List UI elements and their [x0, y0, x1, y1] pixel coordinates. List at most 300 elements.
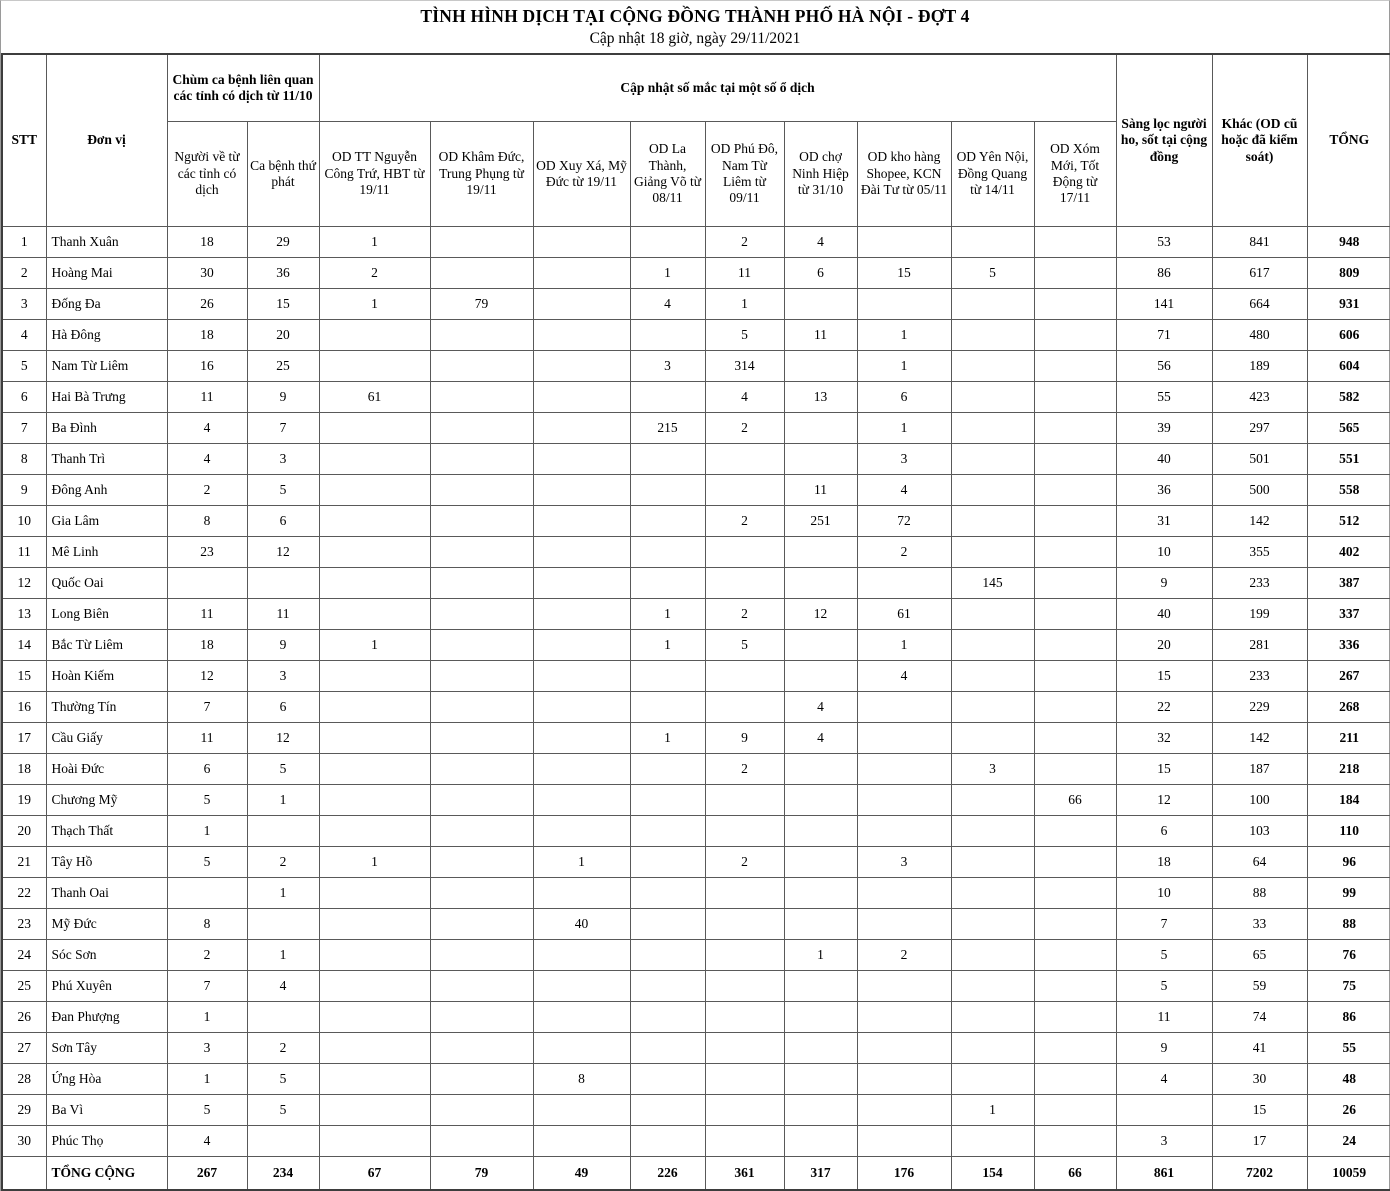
table-row: [2, 258, 1390, 289]
value-cell: 1: [247, 785, 319, 816]
district-cell: Thạch Thất: [46, 816, 167, 847]
district-cell: Gia Lâm: [46, 506, 167, 537]
value-cell: [784, 351, 857, 382]
value-cell: [319, 413, 430, 444]
value-cell: 314: [705, 351, 784, 382]
page-subtitle: Cập nhật 18 giờ, ngày 29/11/2021: [589, 30, 801, 47]
value-cell: 229: [1212, 692, 1307, 723]
table-row: [2, 1002, 1390, 1033]
value-cell: 2: [705, 599, 784, 630]
value-cell: 4: [1116, 1064, 1212, 1095]
value-cell: [784, 754, 857, 785]
total-value-cell: 67: [319, 1157, 430, 1191]
value-cell: [630, 661, 705, 692]
header-od-xom-moi: OD Xóm Mới, Tốt Động từ 17/11: [1034, 122, 1116, 227]
value-cell: [630, 754, 705, 785]
value-cell: 7: [167, 971, 247, 1002]
value-cell: 4: [167, 413, 247, 444]
value-cell: [1034, 909, 1116, 940]
header-od-kham-duc: OD Khâm Đức, Trung Phụng từ 19/11: [430, 122, 533, 227]
value-cell: [1116, 1095, 1212, 1126]
row-index-cell: 9: [2, 475, 46, 506]
value-cell: 145: [951, 568, 1034, 599]
value-cell: 501: [1212, 444, 1307, 475]
value-cell: [857, 1126, 951, 1157]
value-cell: 2: [167, 940, 247, 971]
value-cell: [533, 289, 630, 320]
value-cell: 3: [951, 754, 1034, 785]
row-index-cell: 1: [2, 227, 46, 258]
value-cell: 8: [167, 506, 247, 537]
row-index-cell: 16: [2, 692, 46, 723]
value-cell: [951, 723, 1034, 754]
value-cell: 2: [705, 754, 784, 785]
row-total-cell: 86: [1307, 1002, 1390, 1033]
value-cell: [705, 1002, 784, 1033]
value-cell: [784, 1033, 857, 1064]
table-body: [2, 227, 1390, 1191]
value-cell: 2: [705, 227, 784, 258]
value-cell: [630, 1002, 705, 1033]
value-cell: [784, 878, 857, 909]
value-cell: [705, 1095, 784, 1126]
value-cell: 1: [533, 847, 630, 878]
value-cell: [784, 816, 857, 847]
value-cell: [951, 537, 1034, 568]
value-cell: [247, 816, 319, 847]
value-cell: [1034, 537, 1116, 568]
value-cell: 17: [1212, 1126, 1307, 1157]
value-cell: [533, 940, 630, 971]
value-cell: 2: [705, 506, 784, 537]
value-cell: [857, 1095, 951, 1126]
value-cell: 5: [1116, 940, 1212, 971]
value-cell: [951, 1064, 1034, 1095]
value-cell: [1034, 227, 1116, 258]
value-cell: 4: [630, 289, 705, 320]
value-cell: [533, 878, 630, 909]
value-cell: 233: [1212, 661, 1307, 692]
value-cell: [247, 1002, 319, 1033]
value-cell: [951, 413, 1034, 444]
table-row: [2, 661, 1390, 692]
value-cell: 11: [247, 599, 319, 630]
value-cell: 56: [1116, 351, 1212, 382]
value-cell: 1: [630, 599, 705, 630]
value-cell: 7: [247, 413, 319, 444]
value-cell: [1034, 723, 1116, 754]
value-cell: [951, 1002, 1034, 1033]
value-cell: 74: [1212, 1002, 1307, 1033]
value-cell: 617: [1212, 258, 1307, 289]
value-cell: [533, 1002, 630, 1033]
value-cell: 2: [857, 537, 951, 568]
value-cell: 1: [167, 816, 247, 847]
district-cell: Quốc Oai: [46, 568, 167, 599]
district-cell: Thanh Trì: [46, 444, 167, 475]
table-row: [2, 754, 1390, 785]
value-cell: 11: [167, 723, 247, 754]
district-cell: Ba Vì: [46, 1095, 167, 1126]
header-secondary-cases: Ca bệnh thứ phát: [247, 122, 319, 227]
value-cell: [951, 506, 1034, 537]
value-cell: 2: [319, 258, 430, 289]
value-cell: 20: [247, 320, 319, 351]
value-cell: [430, 723, 533, 754]
value-cell: 18: [167, 227, 247, 258]
row-index-cell: 22: [2, 878, 46, 909]
value-cell: [705, 692, 784, 723]
value-cell: [784, 413, 857, 444]
value-cell: [430, 971, 533, 1002]
value-cell: 142: [1212, 506, 1307, 537]
value-cell: 1: [630, 723, 705, 754]
value-cell: 12: [247, 537, 319, 568]
row-index-cell: 5: [2, 351, 46, 382]
header-screening: Sàng lọc người ho, sốt tại cộng đồng: [1116, 54, 1212, 227]
value-cell: [857, 816, 951, 847]
value-cell: [1034, 413, 1116, 444]
value-cell: [951, 971, 1034, 1002]
value-cell: [1034, 475, 1116, 506]
value-cell: [784, 909, 857, 940]
value-cell: [951, 692, 1034, 723]
value-cell: [430, 940, 533, 971]
value-cell: [857, 692, 951, 723]
value-cell: 12: [167, 661, 247, 692]
value-cell: [630, 1126, 705, 1157]
value-cell: [533, 599, 630, 630]
value-cell: 39: [1116, 413, 1212, 444]
value-cell: 40: [1116, 444, 1212, 475]
value-cell: [533, 971, 630, 1002]
value-cell: 6: [167, 754, 247, 785]
value-cell: [784, 785, 857, 816]
value-cell: [630, 878, 705, 909]
value-cell: [319, 971, 430, 1002]
value-cell: 1: [857, 413, 951, 444]
table-row: [2, 1064, 1390, 1095]
value-cell: [705, 568, 784, 599]
value-cell: [630, 940, 705, 971]
value-cell: [319, 816, 430, 847]
header-other: Khác (OD cũ hoặc đã kiểm soát): [1212, 54, 1307, 227]
table-row: [2, 1095, 1390, 1126]
value-cell: [533, 413, 630, 444]
header-od-phu-do: OD Phú Đô, Nam Từ Liêm từ 09/11: [705, 122, 784, 227]
value-cell: [167, 878, 247, 909]
value-cell: [319, 475, 430, 506]
value-cell: [430, 413, 533, 444]
total-value-cell: 861: [1116, 1157, 1212, 1191]
value-cell: [630, 227, 705, 258]
value-cell: 41: [1212, 1033, 1307, 1064]
row-total-cell: 931: [1307, 289, 1390, 320]
value-cell: [430, 506, 533, 537]
table-row: [2, 785, 1390, 816]
value-cell: [430, 320, 533, 351]
value-cell: [319, 909, 430, 940]
value-cell: [533, 692, 630, 723]
value-cell: [630, 785, 705, 816]
row-total-cell: 88: [1307, 909, 1390, 940]
row-total-cell: 55: [1307, 1033, 1390, 1064]
row-total-cell: 110: [1307, 816, 1390, 847]
value-cell: [784, 568, 857, 599]
value-cell: [1034, 444, 1116, 475]
value-cell: 64: [1212, 847, 1307, 878]
row-total-cell: 26: [1307, 1095, 1390, 1126]
row-total-cell: 218: [1307, 754, 1390, 785]
value-cell: 2: [247, 847, 319, 878]
value-cell: 4: [167, 444, 247, 475]
value-cell: 1: [319, 227, 430, 258]
value-cell: [951, 382, 1034, 413]
value-cell: [630, 1033, 705, 1064]
row-index-cell: 17: [2, 723, 46, 754]
value-cell: 1: [319, 630, 430, 661]
value-cell: [951, 227, 1034, 258]
value-cell: [533, 568, 630, 599]
value-cell: [319, 754, 430, 785]
value-cell: [784, 1002, 857, 1033]
value-cell: [430, 351, 533, 382]
value-cell: 5: [951, 258, 1034, 289]
row-index-cell: 19: [2, 785, 46, 816]
value-cell: [533, 506, 630, 537]
row-index-cell: 3: [2, 289, 46, 320]
value-cell: 297: [1212, 413, 1307, 444]
value-cell: [319, 320, 430, 351]
value-cell: [1034, 599, 1116, 630]
value-cell: 1: [167, 1064, 247, 1095]
row-index-cell: 29: [2, 1095, 46, 1126]
row-total-cell: 809: [1307, 258, 1390, 289]
value-cell: [857, 289, 951, 320]
value-cell: [857, 1064, 951, 1095]
table-row: [2, 940, 1390, 971]
district-cell: Chương Mỹ: [46, 785, 167, 816]
total-value-cell: 49: [533, 1157, 630, 1191]
value-cell: 40: [1116, 599, 1212, 630]
row-index-cell: 12: [2, 568, 46, 599]
value-cell: [533, 320, 630, 351]
value-cell: 16: [167, 351, 247, 382]
row-index-cell: 7: [2, 413, 46, 444]
value-cell: 199: [1212, 599, 1307, 630]
value-cell: [857, 909, 951, 940]
value-cell: 3: [857, 847, 951, 878]
district-cell: Hoài Đức: [46, 754, 167, 785]
value-cell: 500: [1212, 475, 1307, 506]
table-row: [2, 723, 1390, 754]
value-cell: 1: [630, 630, 705, 661]
header-od-shopee: OD kho hàng Shopee, KCN Đài Tư từ 05/11: [857, 122, 951, 227]
value-cell: [951, 1033, 1034, 1064]
value-cell: [319, 444, 430, 475]
value-cell: [533, 227, 630, 258]
value-cell: [784, 444, 857, 475]
value-cell: 141: [1116, 289, 1212, 320]
value-cell: [1034, 1064, 1116, 1095]
title-block: [1, 1, 1389, 53]
row-total-cell: 512: [1307, 506, 1390, 537]
district-cell: Phú Xuyên: [46, 971, 167, 1002]
value-cell: 36: [247, 258, 319, 289]
value-cell: [784, 1064, 857, 1095]
row-total-cell: 96: [1307, 847, 1390, 878]
value-cell: 2: [857, 940, 951, 971]
row-total-cell: 184: [1307, 785, 1390, 816]
row-index-cell: 25: [2, 971, 46, 1002]
value-cell: 103: [1212, 816, 1307, 847]
district-cell: Sóc Sơn: [46, 940, 167, 971]
total-value-cell: 361: [705, 1157, 784, 1191]
value-cell: 355: [1212, 537, 1307, 568]
row-index-cell: 27: [2, 1033, 46, 1064]
value-cell: [857, 723, 951, 754]
value-cell: 1: [319, 847, 430, 878]
value-cell: 9: [1116, 1033, 1212, 1064]
value-cell: 11: [167, 599, 247, 630]
total-label-cell: TỔNG CỘNG: [46, 1157, 167, 1191]
value-cell: [630, 320, 705, 351]
table-row: [2, 816, 1390, 847]
value-cell: 6: [784, 258, 857, 289]
value-cell: [1034, 692, 1116, 723]
table-row: [2, 630, 1390, 661]
value-cell: [1034, 1002, 1116, 1033]
value-cell: [319, 878, 430, 909]
value-cell: 1: [784, 940, 857, 971]
value-cell: [705, 909, 784, 940]
row-total-cell: 604: [1307, 351, 1390, 382]
value-cell: [430, 847, 533, 878]
value-cell: 11: [784, 475, 857, 506]
value-cell: [319, 1002, 430, 1033]
value-cell: [857, 568, 951, 599]
row-index-cell: 23: [2, 909, 46, 940]
district-cell: Đống Đa: [46, 289, 167, 320]
value-cell: 2: [247, 1033, 319, 1064]
value-cell: [319, 1064, 430, 1095]
district-cell: Sơn Tây: [46, 1033, 167, 1064]
value-cell: 5: [1116, 971, 1212, 1002]
value-cell: 5: [167, 847, 247, 878]
value-cell: 12: [247, 723, 319, 754]
value-cell: [705, 971, 784, 1002]
value-cell: 15: [1116, 661, 1212, 692]
district-cell: Long Biên: [46, 599, 167, 630]
value-cell: [167, 568, 247, 599]
row-total-cell: 558: [1307, 475, 1390, 506]
value-cell: [857, 1002, 951, 1033]
value-cell: [784, 661, 857, 692]
value-cell: [857, 878, 951, 909]
header-cluster-group: Chùm ca bệnh liên quan các tỉnh có dịch từ 11/10: [167, 54, 319, 122]
value-cell: [951, 475, 1034, 506]
total-row: [2, 1157, 1390, 1191]
value-cell: 15: [857, 258, 951, 289]
value-cell: [1034, 320, 1116, 351]
value-cell: 5: [705, 630, 784, 661]
value-cell: [319, 1126, 430, 1157]
total-value-cell: 226: [630, 1157, 705, 1191]
total-value-cell: 317: [784, 1157, 857, 1191]
value-cell: [1034, 971, 1116, 1002]
value-cell: 4: [784, 723, 857, 754]
value-cell: [784, 630, 857, 661]
total-value-cell: 176: [857, 1157, 951, 1191]
value-cell: [1034, 940, 1116, 971]
value-cell: 1: [857, 320, 951, 351]
value-cell: 18: [1116, 847, 1212, 878]
row-total-cell: 565: [1307, 413, 1390, 444]
value-cell: 1: [630, 258, 705, 289]
value-cell: [430, 382, 533, 413]
value-cell: 5: [247, 1064, 319, 1095]
value-cell: [630, 692, 705, 723]
value-cell: 7: [167, 692, 247, 723]
value-cell: [430, 785, 533, 816]
value-cell: 71: [1116, 320, 1212, 351]
value-cell: [951, 289, 1034, 320]
value-cell: [705, 940, 784, 971]
value-cell: 4: [857, 661, 951, 692]
value-cell: [784, 289, 857, 320]
value-cell: [630, 1095, 705, 1126]
covid-status-table: [1, 53, 1390, 1191]
value-cell: [1034, 630, 1116, 661]
value-cell: 40: [533, 909, 630, 940]
value-cell: 5: [247, 754, 319, 785]
value-cell: [533, 382, 630, 413]
value-cell: [630, 971, 705, 1002]
value-cell: [319, 599, 430, 630]
value-cell: [319, 1033, 430, 1064]
row-index-cell: 6: [2, 382, 46, 413]
value-cell: [533, 785, 630, 816]
row-index-cell: 4: [2, 320, 46, 351]
value-cell: 6: [247, 506, 319, 537]
header-total: TỔNG: [1307, 54, 1390, 227]
header-od-la-thanh: OD La Thành, Giảng Võ từ 08/11: [630, 122, 705, 227]
district-cell: Hà Đông: [46, 320, 167, 351]
value-cell: 1: [167, 1002, 247, 1033]
value-cell: 36: [1116, 475, 1212, 506]
value-cell: [430, 692, 533, 723]
value-cell: [319, 785, 430, 816]
row-index-cell: 18: [2, 754, 46, 785]
value-cell: 11: [705, 258, 784, 289]
value-cell: [951, 785, 1034, 816]
table-row: [2, 320, 1390, 351]
value-cell: [1034, 1095, 1116, 1126]
value-cell: [247, 1126, 319, 1157]
value-cell: 8: [533, 1064, 630, 1095]
value-cell: [630, 382, 705, 413]
table-row: [2, 382, 1390, 413]
value-cell: [951, 847, 1034, 878]
value-cell: [705, 1064, 784, 1095]
value-cell: 5: [247, 475, 319, 506]
row-index-cell: 28: [2, 1064, 46, 1095]
value-cell: 4: [247, 971, 319, 1002]
value-cell: 4: [857, 475, 951, 506]
value-cell: [857, 227, 951, 258]
value-cell: 13: [784, 382, 857, 413]
row-index-cell: 26: [2, 1002, 46, 1033]
